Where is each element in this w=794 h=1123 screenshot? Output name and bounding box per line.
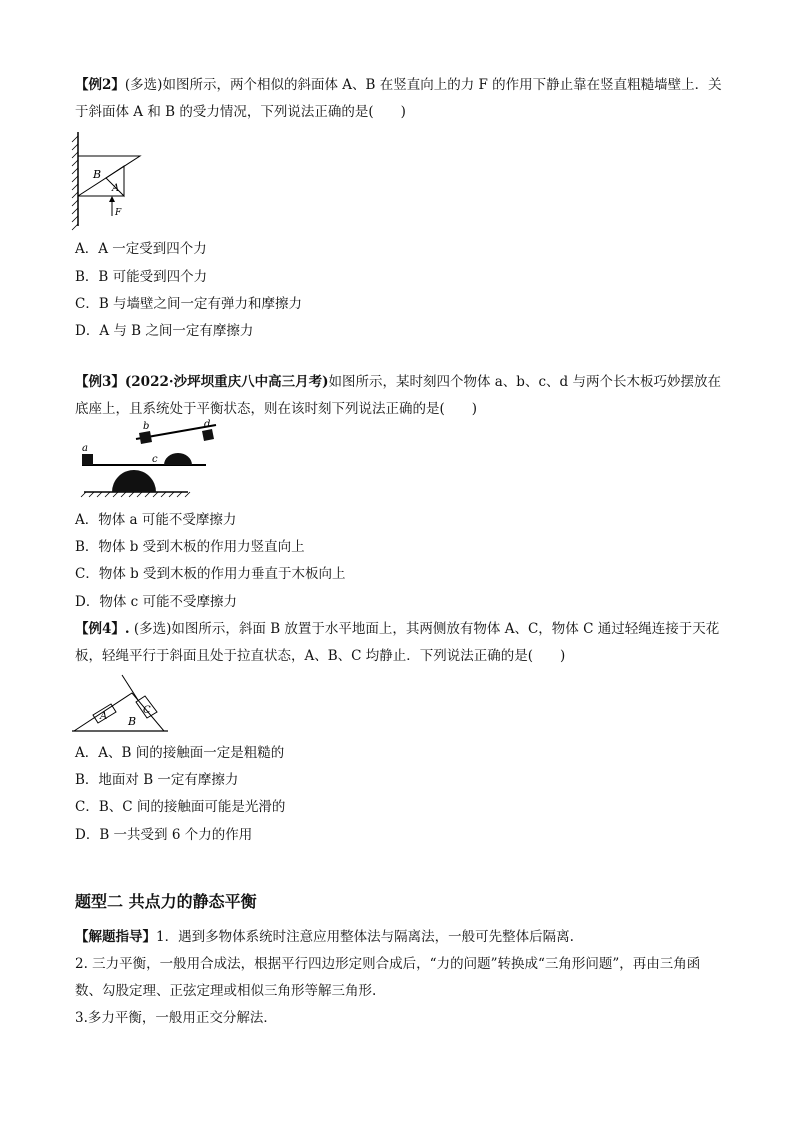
ex3-option-a: A．物体 a 可能不受摩擦力 <box>75 512 237 528</box>
ex2-question-line2: 于斜面体 A 和 B 的受力情况，下列说法正确的是( ) <box>75 104 406 120</box>
section2-title: 题型二 共点力的静态平衡 <box>75 892 257 911</box>
ex3-label-d: d <box>204 419 211 430</box>
ex2-label-b: B <box>93 168 102 181</box>
ex2-tag: 【例2】 <box>75 77 125 93</box>
ex4-option-d: D．B 一共受到 6 个力的作用 <box>75 827 253 843</box>
ex3-option-b: B．物体 b 受到木板的作用力竖直向上 <box>75 539 305 555</box>
ex3-option-c: C．物体 b 受到木板的作用力垂直于木板向上 <box>75 566 346 582</box>
ex2-label-f: F <box>115 208 122 218</box>
ex4-label-c: C <box>143 705 151 716</box>
ex3-tag: 【例3】 <box>75 374 125 390</box>
ex4-label-b: B <box>128 715 137 728</box>
guide-tag: 【解题指导】 <box>75 929 156 945</box>
ex3-option-d: D．物体 c 可能不受摩擦力 <box>75 594 237 610</box>
ex2-label-a: A <box>112 183 120 194</box>
ex3-source: (2022·沙坪坝重庆八中高三月考) <box>124 374 329 390</box>
ex2-question-line1: 【例2】(多选)如图所示，两个相似的斜面体 A、B 在竖直向上的力 F 的作用下静止靠在竖直粗糙墙壁上．关 <box>75 77 722 93</box>
ex2-option-c: C．B 与墙壁之间一定有弹力和摩擦力 <box>75 296 303 312</box>
ex4-question-line2: 板，轻绳平行于斜面且处于拉直状态，A、B、C 均静止．下列说法正确的是( ) <box>75 648 566 664</box>
ex3-question-line2: 底座上，且系统处于平衡状态，则在该时刻下列说法正确的是( ) <box>75 401 478 417</box>
ex2-figure <box>68 132 148 230</box>
ex4-question-line1: 【例4】. (多选)如图所示，斜面 B 放置于水平地面上，其两侧放有物体 A、C，物体 C 通过轻绳连接于天花 <box>75 621 720 637</box>
ex2-option-d: D．A 与 B 之间一定有摩擦力 <box>75 323 254 339</box>
section2-guide-line1: 【解题指导】1．遇到多物体系统时注意应用整体法与隔离法，一般可先整体后隔离. <box>75 929 574 945</box>
ex3-label-b: b <box>143 421 150 432</box>
ex4-option-b: B．地面对 B 一定有摩擦力 <box>75 772 239 788</box>
ex2-option-a: A．A 一定受到四个力 <box>75 241 207 257</box>
section2-guide-line3: 数、勾股定理、正弦定理或相似三角形等解三角形. <box>75 983 377 999</box>
ex4-option-a: A．A、B 间的接触面一定是粗糙的 <box>75 745 285 761</box>
ex3-figure <box>76 419 226 497</box>
ex2-option-b: B．B 可能受到四个力 <box>75 269 208 285</box>
ex4-label-a: A <box>100 711 108 722</box>
ex3-label-a: a <box>82 443 88 454</box>
section2-guide-line2: 2. 三力平衡，一般用合成法，根据平行四边形定则合成后，“力的问题”转换成“三角形问题”，再由三角函 <box>75 956 701 972</box>
ex3-label-c: c <box>152 454 158 465</box>
ex4-figure <box>72 673 172 735</box>
ex4-tag: 【例4】. <box>75 621 130 637</box>
ex3-question-line1: 【例3】(2022·沙坪坝重庆八中高三月考)如图所示，某时刻四个物体 a、b、c、d 与两个长木板巧妙摆放在 <box>75 374 721 390</box>
section2-guide-line4: 3.多力平衡，一般用正交分解法． <box>75 1010 277 1026</box>
ex4-option-c: C．B、C 间的接触面可能是光滑的 <box>75 799 286 815</box>
